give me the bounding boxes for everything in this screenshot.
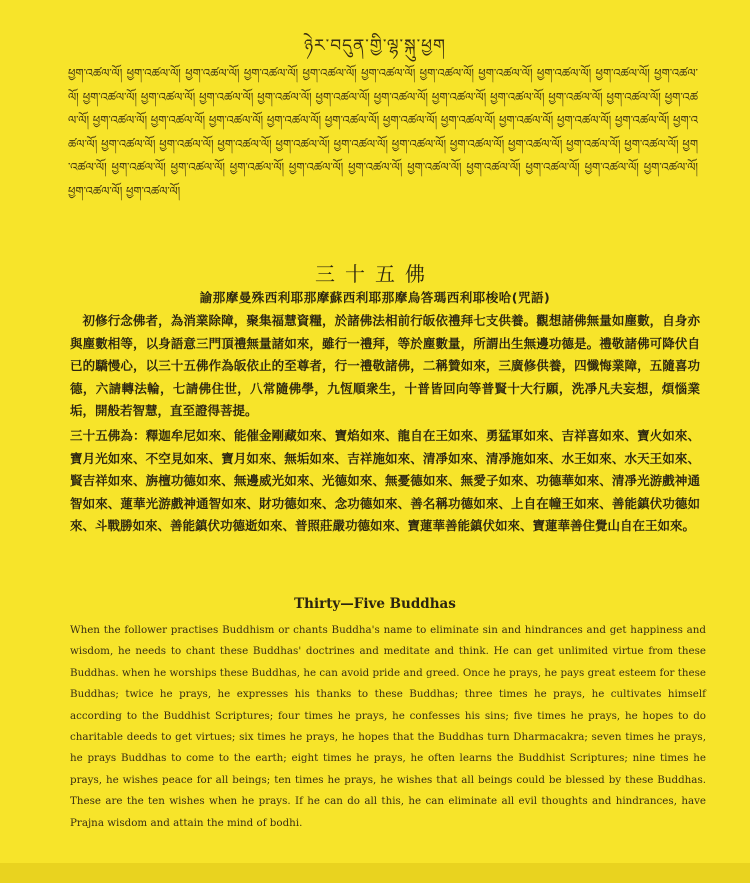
page-bottom-edge [0, 863, 750, 883]
english-body: When the follower practises Buddhism or chants Buddha's name to eliminate sin and hindrances and get happiness and wisdom, he needs to chant these Buddhas' doctrines and meditate and think. He can get unlimited virtue from these Buddhas. when he worships these Buddhas, he can avoid pride and greed. Once he prays, he pays great esteem for these Buddhas; twice he prays, he expresses his thanks to these Buddhas; three times he prays, he cultivates himself according to the Buddhist Scriptures; four times he prays, he confesses his sins; five times he prays, he hopes to do charitable deeds to get virtues; six times he prays, he hopes that the Buddhas turn Dharmacakra; seven times he prays, he prays Buddhas to come to the earth; eight times he prays, he often learns the Buddhist Scriptures; nine times he prays, he wishes peace for all beings; ten times he prays, he wishes that all beings could be blessed by these Buddhas. These are the ten wishes when he prays. If he can do all this, he can eliminate all evil thoughts and hindrances, have Prajna wisdom and attain the mind of bodhi. [70, 624, 706, 829]
chinese-title: 三十五佛 [315, 262, 435, 286]
english-title: Thirty—Five Buddhas [294, 596, 456, 612]
tibetan-title: ཉེར་བདུན་གྱི་ལྷ་སྐུ་ཕྱག [303, 36, 447, 56]
chinese-mantra: 諭那摩曼殊西利耶那摩蘇西利耶那摩烏答瑪西利耶梭哈(咒語) [199, 290, 551, 305]
chinese-paragraph-buddha-list: 三十五佛為：釋迦牟尼如來、能催金剛藏如來、寶焰如來、龍自在王如來、勇猛軍如來、吉祥喜如來、寶火如來、寶月光如來、不空見如來、寶月如來、無垢如來、吉祥施如來、清凈如來、清凈施如來、水王如來、水天王如來、賢吉祥如來、旃檀功德如來、無邊威光如來、光德如來、無憂德如來、無愛子如來、功德華如來、清凈光游戲神通智如來、蓮華光游戲神通智如來、財功德如來、念功德如來、善名稱功德如來、上自在幢王如來、善能鎮伏功德如來、斗戰勝如來、善能鎮伏功德逝如來、普照莊嚴功德如來、寶蓮華善能鎮伏如來、寶蓮華善住覺山自在王如來。 [70, 428, 700, 534]
tibetan-prayer-text: ཕྱག་འཚལ་ལོ། ཕྱག་འཚལ་ལོ། ཕྱག་འཚལ་ལོ། ཕྱག་འཚལ་ལོ། ཕྱག་འཚལ་ལོ། ཕྱག་འཚལ་ལོ། ཕྱག་འཚལ་ལོ། ཕྱག་འཚལ་ལོ། ཕྱག་འཚལ་ལོ། ཕྱག་འཚལ་ལོ། ཕྱག་འཚལ་ལོ། ཕྱག་འཚལ་ལོ། ཕྱག་འཚལ་ལོ། ཕྱག་འཚལ་ལོ། ཕྱག་འཚལ་ལོ། ཕྱག་འཚལ་ལོ། ཕྱག་འཚལ་ལོ། ཕྱག་འཚལ་ལོ། ཕྱག་འཚལ་ལོ། ཕྱག་འཚལ་ལོ། ཕྱག་འཚལ་ལོ། ཕྱག་འཚལ་ལོ། ཕྱག་འཚལ་ལོ། ཕྱག་འཚལ་ལོ། ཕྱག་འཚལ་ལོ། ཕྱག་འཚལ་ལོ། ཕྱག་འཚལ་ལོ། ཕྱག་འཚལ་ལོ། ཕྱག་འཚལ་ལོ། ཕྱག་འཚལ་ལོ། ཕྱག་འཚལ་ལོ། ཕྱག་འཚལ་ལོ། ཕྱག་འཚལ་ལོ། ཕྱག་འཚལ་ལོ། ཕྱག་འཚལ་ལོ། ཕྱག་འཚལ་ལོ། ཕྱག་འཚལ་ལོ། ཕྱག་འཚལ་ལོ། ཕྱག་འཚལ་ལོ། ཕྱག་འཚལ་ལོ། ཕྱག་འཚལ་ལོ། ཕྱག་འཚལ་ལོ། ཕྱག་འཚལ་ལོ། ཕྱག་འཚལ་ལོ། ཕྱག་འཚལ་ལོ། ཕྱག་འཚལ་ལོ། ཕྱག་འཚལ་ལོ། ཕྱག་འཚལ་ལོ། ཕྱག་འཚལ་ལོ། ཕྱག་འཚལ་ལོ། ཕྱག་འཚལ་ལོ། ཕྱག་འཚལ་ལོ། ཕྱག་འཚལ་ལོ། ཕྱག་འཚལ་ལོ། ཕྱག་འཚལ་ལོ། ཕྱག་འཚལ་ལོ། [68, 66, 698, 198]
chinese-paragraph-intro: 初修行念佛者，為消業除障，聚集福慧資糧，於諸佛法相前行皈依禮拜七支供養。觀想諸佛無量如塵數，自身亦與塵數相等，以身語意三門頂禮無量諸如來，雖行一禮拜，等於塵數量，所謂出生無邊功德是。禮敬諸佛可降伏自已的驕慢心，以三十五佛作為皈依止的至尊者，行一禮敬諸佛，二稱贊如來，三廣修供養，四懺悔業障，五隨喜功德，六請轉法輪，七請佛住世，八常隨佛學，九恆順衆生，十普皆回向等普賢十大行願，洗凈凡夫妄想，煩惱業垢，開般若智慧，直至證得菩提。 [70, 313, 700, 419]
